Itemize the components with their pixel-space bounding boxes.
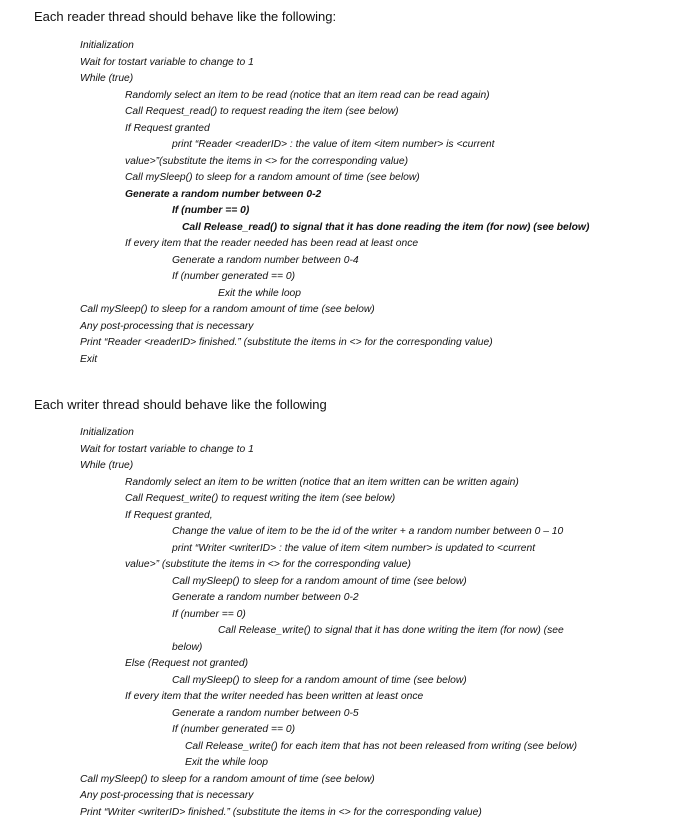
reader-line: Call Request_read() to request reading the item (see below) — [125, 106, 399, 117]
reader-line: If (number generated == 0) — [172, 271, 296, 282]
reader-line: Exit — [80, 354, 98, 365]
reader-line: Generate a random number between 0-4 — [172, 255, 359, 266]
reader-line: If Request granted — [125, 123, 210, 134]
reader-line: Print “Reader <readerID> finished.” (substitute the items in <> for the corresponding value) — [80, 337, 493, 348]
writer-line: Else (Request not granted) — [125, 658, 249, 669]
reader-line: While (true) — [80, 73, 134, 84]
writer-line: Call Request_write() to request writing the item (see below) — [125, 493, 396, 504]
reader-line: Call Release_read() to signal that it has done reading the item (for now) (see below) — [182, 222, 590, 233]
writer-line: If (number == 0) — [172, 609, 246, 620]
writer-line: Call mySleep() to sleep for a random amount of time (see below) — [80, 774, 375, 785]
writer-line: If Request granted, — [125, 510, 213, 521]
writer-line: Wait for tostart variable to change to 1 — [80, 444, 254, 455]
writer-line: Call Release_write() to signal that it has done writing the item (for now) (see — [218, 625, 564, 636]
reader-line: If (number == 0) — [172, 205, 250, 216]
reader-line: print “Reader <readerID> : the value of item <item number> is <current — [172, 139, 495, 150]
writer-line: Generate a random number between 0-2 — [172, 592, 359, 603]
reader-line: value>”(substitute the items in <> for the corresponding value) — [125, 156, 409, 167]
reader-line: Initialization — [80, 40, 134, 51]
reader-line: Exit the while loop — [218, 288, 301, 299]
writer-line: Print “Writer <writerID> finished.” (substitute the items in <> for the corresponding value) — [80, 807, 482, 818]
writer-line: print “Writer <writerID> : the value of item <item number> is updated to <current — [172, 543, 536, 554]
writer-line: below) — [172, 642, 203, 653]
reader-line: Generate a random number between 0-2 — [125, 189, 322, 200]
writer-line: Call Release_write() for each item that has not been released from writing (see below) — [185, 741, 578, 752]
reader-heading: Each reader thread should behave like the following: — [34, 9, 337, 24]
writer-line: value>” (substitute the items in <> for the corresponding value) — [125, 559, 411, 570]
reader-line: Any post-processing that is necessary — [80, 321, 254, 332]
reader-line: If every item that the reader needed has been read at least once — [125, 238, 419, 249]
writer-line: Call mySleep() to sleep for a random amount of time (see below) — [172, 576, 467, 587]
writer-line: Generate a random number between 0-5 — [172, 708, 359, 719]
reader-line: Call mySleep() to sleep for a random amount of time (see below) — [80, 304, 375, 315]
writer-line: If every item that the writer needed has been written at least once — [125, 691, 424, 702]
writer-line: Change the value of item to be the id of the writer + a random number between 0 – 10 — [172, 526, 564, 537]
reader-line: Randomly select an item to be read (notice that an item read can be read again) — [125, 90, 490, 101]
writer-line: Initialization — [80, 427, 134, 438]
writer-line: Randomly select an item to be written (notice that an item written can be written again) — [125, 477, 519, 488]
reader-line: Call mySleep() to sleep for a random amount of time (see below) — [125, 172, 420, 183]
writer-line: Any post-processing that is necessary — [80, 790, 254, 801]
writer-line: If (number generated == 0) — [172, 724, 296, 735]
writer-line: While (true) — [80, 460, 134, 471]
writer-line: Exit the while loop — [185, 757, 268, 768]
reader-line: Wait for tostart variable to change to 1 — [80, 57, 254, 68]
writer-heading: Each writer thread should behave like the following — [34, 397, 327, 412]
writer-line: Call mySleep() to sleep for a random amount of time (see below) — [172, 675, 467, 686]
